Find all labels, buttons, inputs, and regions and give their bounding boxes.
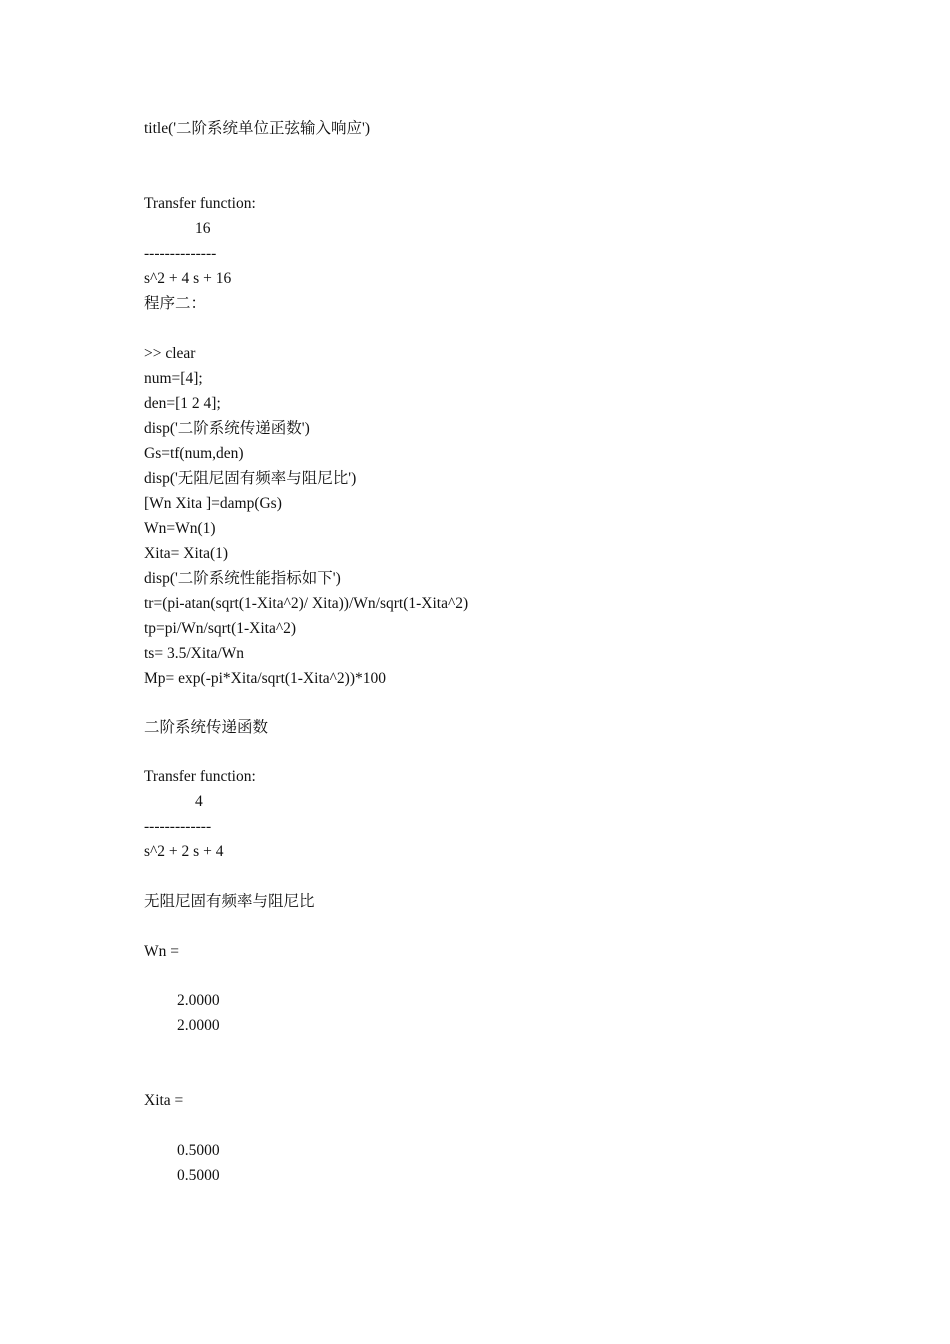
code-line-disp-damping: disp('无阻尼固有频率与阻尼比') [144, 470, 357, 487]
code-line-ts: ts= 3.5/Xita/Wn [144, 645, 245, 662]
transfer-function-2-fraction-bar: ------------- [144, 818, 212, 835]
transfer-function-2-header: Transfer function: [144, 768, 256, 785]
xita-value-2: 0.5000 [177, 1167, 220, 1184]
transfer-function-numerator: 16 [195, 220, 211, 237]
code-line-damp: [Wn Xita ]=damp(Gs) [144, 495, 282, 512]
code-line-wn: Wn=Wn(1) [144, 520, 216, 537]
code-line-clear: >> clear [144, 345, 196, 362]
output-transfer-function-label: 二阶系统传递函数 [144, 719, 269, 736]
code-line-tr: tr=(pi-atan(sqrt(1-Xita^2)/ Xita))/Wn/sqrt(1-Xita^2) [144, 595, 469, 612]
code-line-disp-transfer: disp('二阶系统传递函数') [144, 420, 310, 437]
code-line-num: num=[4]; [144, 370, 203, 387]
transfer-function-header: Transfer function: [144, 195, 256, 212]
xita-value-1: 0.5000 [177, 1142, 220, 1159]
wn-output-label: Wn = [144, 943, 179, 960]
matlab-title-command: title('二阶系统单位正弦输入响应') [144, 120, 371, 137]
code-line-den: den=[1 2 4]; [144, 395, 221, 412]
transfer-function-denominator: s^2 + 4 s + 16 [144, 270, 232, 287]
code-line-disp-performance: disp('二阶系统性能指标如下') [144, 570, 341, 587]
code-line-mp: Mp= exp(-pi*Xita/sqrt(1-Xita^2))*100 [144, 670, 387, 687]
wn-value-1: 2.0000 [177, 992, 220, 1009]
transfer-function-fraction-bar: -------------- [144, 245, 217, 262]
code-line-tp: tp=pi/Wn/sqrt(1-Xita^2) [144, 620, 297, 637]
transfer-function-2-denominator: s^2 + 2 s + 4 [144, 843, 224, 860]
section-heading-program-two: 程序二： [144, 295, 207, 312]
transfer-function-2-numerator: 4 [195, 793, 203, 810]
output-damping-label: 无阻尼固有频率与阻尼比 [144, 893, 315, 910]
xita-output-label: Xita = [144, 1092, 184, 1109]
code-line-gs: Gs=tf(num,den) [144, 445, 244, 462]
wn-value-2: 2.0000 [177, 1017, 220, 1034]
code-line-xita: Xita= Xita(1) [144, 545, 229, 562]
